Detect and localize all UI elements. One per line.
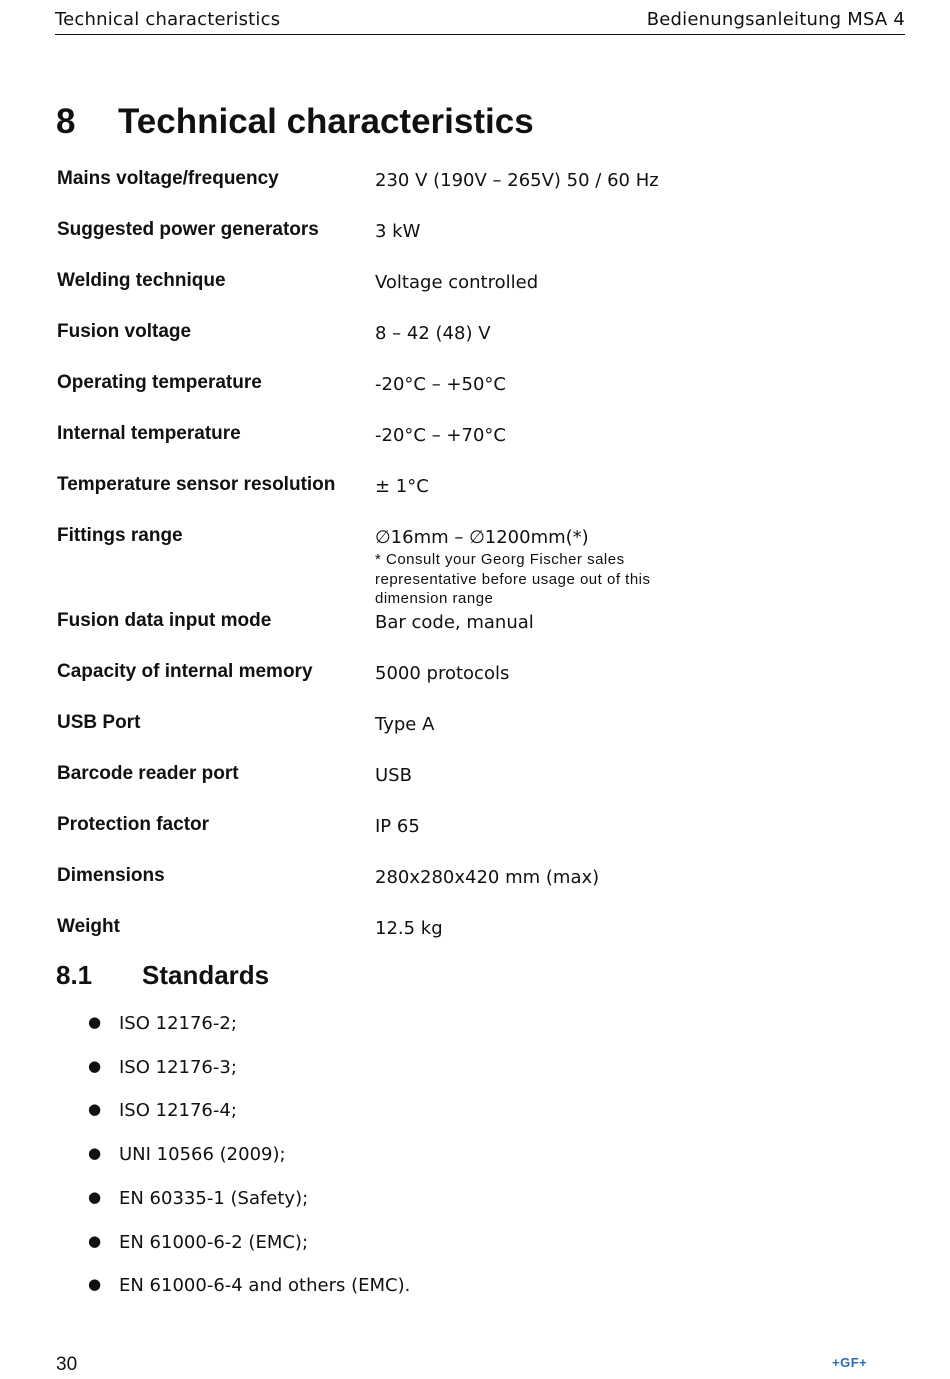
subsection-title: Standards [142, 960, 270, 990]
bullet-icon: ● [88, 1144, 102, 1162]
spec-value: ± 1°C [375, 476, 429, 497]
bullet-icon: ● [88, 1013, 102, 1031]
spec-value: Type A [375, 714, 435, 735]
spec-label: Protection factor [57, 814, 210, 835]
subsection-number: 8.1 [56, 960, 93, 990]
spec-label: Welding technique [57, 270, 226, 291]
standard-text: ISO 12176-4; [119, 1100, 237, 1121]
spec-value: ∅16mm – ∅1200mm(*) [375, 527, 589, 548]
spec-label: Mains voltage/frequency [57, 168, 279, 189]
header-document-title: Bedienungsanleitung MSA 4 [646, 9, 905, 30]
standard-text: EN 61000-6-4 and others (EMC). [119, 1275, 411, 1296]
spec-label: Fittings range [57, 525, 183, 546]
spec-label: Fusion voltage [57, 321, 192, 342]
spec-label: Weight [57, 916, 120, 937]
spec-label: Fusion data input mode [57, 610, 272, 631]
spec-value: -20°C – +70°C [375, 425, 506, 446]
subsection-heading [56, 960, 269, 991]
section-heading [56, 102, 534, 142]
spec-label: Suggested power generators [57, 219, 319, 240]
bullet-icon: ● [88, 1100, 102, 1118]
standard-text: EN 61000-6-2 (EMC); [119, 1232, 309, 1253]
spec-value: 8 – 42 (48) V [375, 323, 491, 344]
spec-label: Capacity of internal memory [57, 661, 313, 682]
spec-label: Dimensions [57, 865, 165, 886]
section-number: 8 [56, 102, 76, 141]
spec-value: 5000 protocols [375, 663, 510, 684]
standard-text: UNI 10566 (2009); [119, 1144, 286, 1165]
standard-text: ISO 12176-3; [119, 1057, 237, 1078]
spec-label: Barcode reader port [57, 763, 239, 784]
spec-value: 12.5 kg [375, 918, 443, 939]
spec-label: Temperature sensor resolution [57, 474, 336, 495]
section-title: Technical characteristics [118, 102, 534, 141]
spec-label: USB Port [57, 712, 141, 733]
spec-value: 230 V (190V – 265V) 50 / 60 Hz [375, 170, 659, 191]
fittings-range-footnote: * Consult your Georg Fischer sales representative before usage out of this dimension range [375, 551, 651, 607]
spec-value: Bar code, manual [375, 612, 534, 633]
bullet-icon: ● [88, 1232, 102, 1250]
bullet-icon: ● [88, 1275, 102, 1293]
gf-logo: +GF+ [832, 1355, 868, 1370]
spec-value: USB [375, 765, 412, 786]
bullet-icon: ● [88, 1057, 102, 1075]
page-number: 30 [56, 1354, 78, 1375]
header-chapter-title: Technical characteristics [55, 9, 281, 30]
running-header [55, 8, 905, 35]
spec-value: 280x280x420 mm (max) [375, 867, 600, 888]
spec-value: Voltage controlled [375, 272, 539, 293]
spec-value: 3 kW [375, 221, 421, 242]
spec-value: -20°C – +50°C [375, 374, 506, 395]
spec-label: Operating temperature [57, 372, 262, 393]
spec-label: Internal temperature [57, 423, 241, 444]
bullet-icon: ● [88, 1188, 102, 1206]
standard-text: ISO 12176-2; [119, 1013, 237, 1034]
standard-text: EN 60335-1 (Safety); [119, 1188, 309, 1209]
spec-value: IP 65 [375, 816, 420, 837]
